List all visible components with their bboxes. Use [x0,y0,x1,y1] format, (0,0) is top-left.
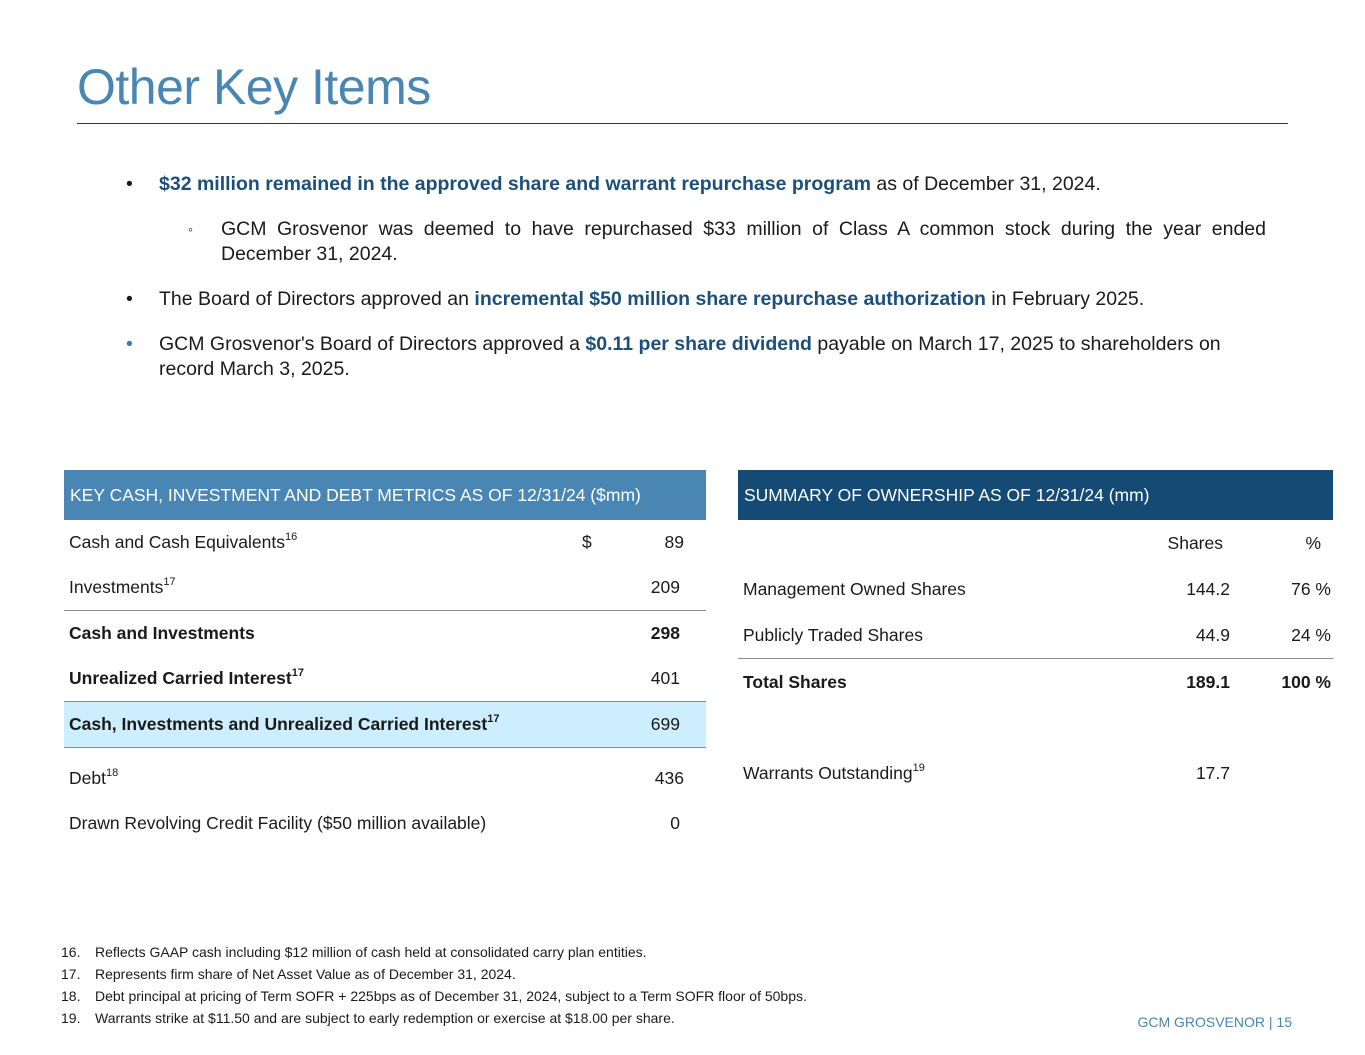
row-shares: 44.9 [1195,624,1230,645]
footnote-text: Reflects GAAP cash including $12 million of cash held at consolidated carry plan entities. [95,944,647,960]
table-row-investments [64,565,706,610]
bullet-authorization [126,287,1266,312]
table-row-publicly-traded [738,612,1333,658]
row-shares: 144.2 [1186,578,1230,599]
bullet-dot-icon: • [126,333,133,355]
table-column-headers [738,520,1333,566]
row-percent: 76 % [1291,578,1331,599]
sub-bullet-circle-icon: ◦ [188,221,193,237]
footnote-ref: 17 [163,576,176,589]
sub-bullet-repurchased [188,217,1266,267]
row-label: Cash and Investments [69,623,255,643]
row-label: Unrealized Carried Interest [69,668,292,688]
footnote-text: Warrants strike at $11.50 and are subject to early redemption or exercise at $18.00 per share. [95,1010,675,1026]
table-header: KEY CASH, INVESTMENT AND DEBT METRICS AS OF 12/31/24 ($mm) [64,470,706,520]
currency-symbol: $ [582,532,592,552]
footnote-number: 17. [61,966,81,982]
footnote-item [61,941,807,963]
ownership-summary-table [738,470,1333,796]
table-row-management-owned [738,566,1333,612]
bullet-dividend [126,332,1266,382]
footnote-ref: 18 [105,767,119,780]
footnote-number: 19. [61,1010,81,1026]
footnote-text: Debt principal at pricing of Term SOFR + 225bps as of December 31, 2024, subject to a Term SOFR floor of 50bps. [95,988,807,1004]
table-row-total-shares [738,658,1333,705]
row-shares: 17.7 [1195,762,1230,783]
bullet-highlight: incremental $50 million share repurchase authorization [474,288,986,310]
table-row-cash-and-investments [64,610,706,656]
cash-investment-debt-table [64,470,706,846]
footnote-number: 16. [61,944,81,960]
key-items-list [126,172,1266,402]
row-label: Cash, Investments and Unrealized Carried Interest [69,714,488,734]
bullet-highlight: $32 million remained in the approved share and warrant repurchase program [159,173,871,195]
table-header: SUMMARY OF OWNERSHIP AS OF 12/31/24 (mm) [738,470,1333,520]
row-value: 89 [664,532,684,552]
footnote-number: 18. [61,988,81,1004]
table-row-total-highlighted [64,701,706,748]
row-label: Debt [69,768,106,788]
row-shares: 189.1 [1186,671,1230,692]
bullet-text-pre: The Board of Directors approved an [159,288,475,310]
row-label: Drawn Revolving Credit Facility ($50 million available) [69,813,487,833]
row-label: Cash and Cash Equivalents [69,532,285,552]
title-divider [77,123,1288,124]
row-value: 401 [650,668,680,688]
footnote-ref: 19 [912,761,925,774]
footnote-item [61,1007,807,1029]
page-title: Other Key Items [77,59,431,115]
column-header-shares: Shares [1167,532,1223,553]
row-label: Management Owned Shares [743,578,966,599]
row-value: 0 [670,813,680,833]
column-header-percent: % [1305,532,1321,553]
table-row-cash-equivalents [64,520,706,565]
row-value: 209 [650,577,680,597]
footnote-item [61,963,807,985]
sub-bullet-text: GCM Grosvenor was deemed to have repurchased $33 million of Class A common stock during the year ended December 31, 2024. [221,218,1266,265]
bullet-dot-icon: • [126,288,133,310]
bullet-dot-icon: • [126,173,133,195]
footnote-ref: 17 [291,667,304,680]
row-value: 699 [650,714,680,734]
row-percent: 100 % [1281,671,1331,692]
bullet-highlight: $0.11 per share dividend [585,333,812,355]
row-percent: 24 % [1291,624,1331,645]
footnote-item [61,985,807,1007]
bullet-text: as of December 31, 2024. [870,173,1101,195]
row-value: 436 [654,768,684,788]
bullet-text: in February 2025. [985,288,1145,310]
footnotes [61,941,807,1029]
row-label: Total Shares [743,671,847,692]
table-row-warrants [738,750,1333,796]
bullet-repurchase-program [126,172,1266,197]
footnote-ref: 17 [487,713,500,726]
table-row-revolving-credit [64,801,706,846]
footnote-text: Represents firm share of Net Asset Value as of December 31, 2024. [95,966,516,982]
page-footer: GCM GROSVENOR | 15 [1137,1014,1292,1030]
table-row-unrealized-carried-interest [64,656,706,701]
row-value: 298 [650,623,680,643]
bullet-text: payable on March 17, 2025 to shareholders on record March 3, 2025. [159,333,1221,380]
row-label: Warrants Outstanding [743,762,913,783]
bullet-text-pre: GCM Grosvenor's Board of Directors approved a [159,333,586,355]
row-label: Investments [69,577,164,597]
row-label: Publicly Traded Shares [743,624,923,645]
footnote-ref: 16 [284,531,298,544]
table-row-debt [64,756,706,801]
